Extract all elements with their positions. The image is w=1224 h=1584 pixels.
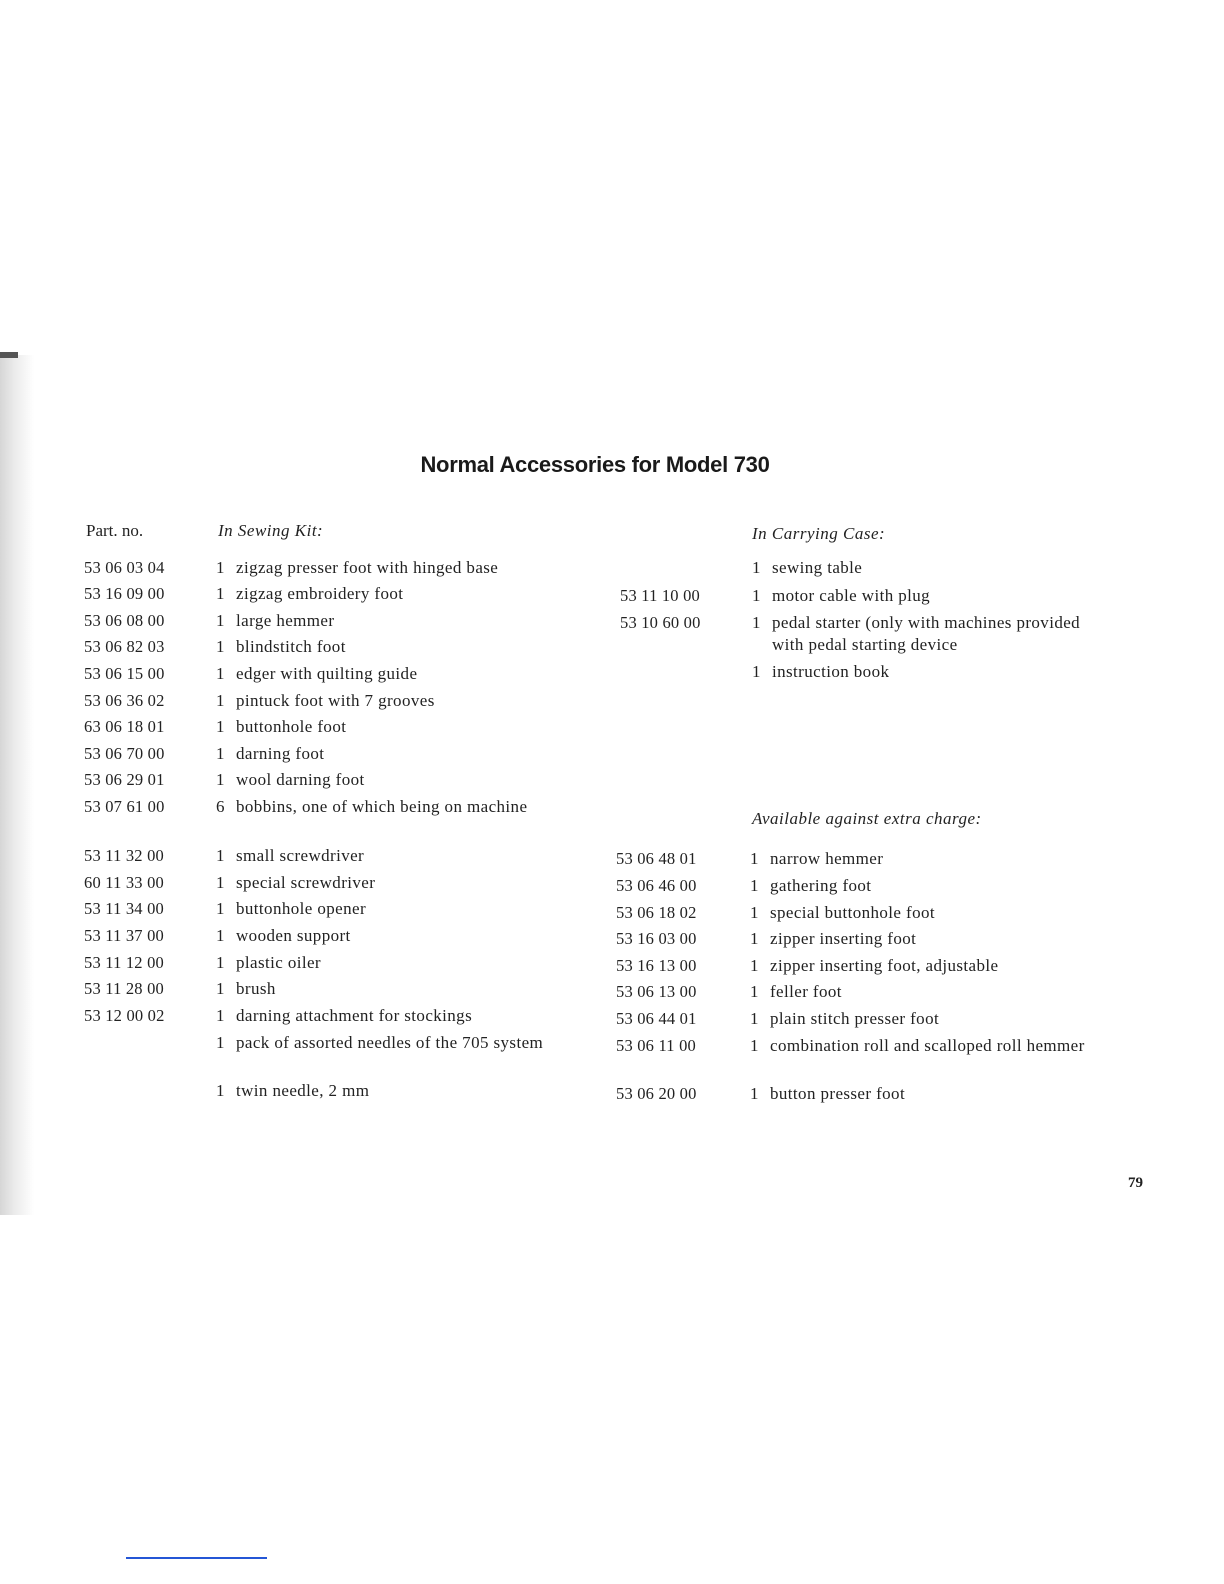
list-item — [216, 925, 586, 947]
list-item — [216, 1005, 586, 1027]
item-quantity: 1 — [216, 744, 225, 763]
part-number: 53 06 44 01 — [616, 1009, 697, 1028]
item-quantity: 1 — [216, 873, 225, 892]
list-item — [750, 902, 1100, 924]
list-item — [216, 636, 586, 658]
item-quantity: 6 — [216, 797, 225, 816]
part-number: 53 06 70 00 — [84, 744, 165, 763]
item-quantity: 1 — [750, 982, 759, 1001]
list-item — [750, 981, 1100, 1003]
list-item — [750, 1083, 1100, 1105]
item-quantity: 1 — [216, 953, 225, 972]
list-item — [216, 743, 586, 765]
item-description: wooden support — [236, 926, 351, 945]
item-quantity: 1 — [750, 1084, 759, 1103]
part-number: 53 16 09 00 — [84, 584, 165, 603]
item-quantity: 1 — [750, 1036, 759, 1055]
item-description: large hemmer — [236, 611, 335, 630]
item-description: pack of assorted needles of the 705 system — [236, 1033, 544, 1052]
item-quantity: 1 — [216, 1081, 225, 1100]
item-quantity: 1 — [750, 849, 759, 868]
list-item — [216, 1080, 586, 1102]
item-quantity: 1 — [752, 662, 761, 681]
part-number: 53 10 60 00 — [620, 613, 701, 632]
scan-edge-mark — [0, 352, 18, 358]
part-number: 53 11 10 00 — [620, 586, 700, 605]
list-item — [750, 848, 1100, 870]
list-item — [216, 898, 586, 920]
part-number: 53 11 28 00 — [84, 979, 164, 998]
part-number: 53 06 29 01 — [84, 770, 165, 789]
part-number: 53 16 03 00 — [616, 929, 697, 948]
item-description: plastic oiler — [236, 953, 321, 972]
item-description: instruction book — [772, 662, 890, 681]
item-quantity: 1 — [216, 926, 225, 945]
part-number: 53 11 32 00 — [84, 846, 164, 865]
part-number: 53 16 13 00 — [616, 956, 697, 975]
footer-underline — [126, 1557, 267, 1559]
item-description: button presser foot — [770, 1084, 906, 1103]
list-item — [750, 928, 1100, 950]
part-number: 53 12 00 02 — [84, 1006, 165, 1025]
carrying-case-heading: In Carrying Case: — [752, 524, 886, 543]
item-description: sewing table — [772, 558, 863, 577]
item-quantity: 1 — [216, 770, 225, 789]
item-description: zipper inserting foot, adjustable — [770, 956, 999, 975]
item-description: zigzag embroidery foot — [236, 584, 404, 603]
item-description: bobbins, one of which being on machine — [236, 797, 528, 816]
list-item — [752, 557, 1102, 579]
item-quantity: 1 — [750, 1009, 759, 1028]
item-quantity: 1 — [216, 584, 225, 603]
page-number: 79 — [1128, 1175, 1143, 1191]
item-quantity: 1 — [752, 613, 761, 632]
item-quantity: 1 — [752, 586, 761, 605]
list-item — [216, 952, 586, 974]
part-number: 53 06 20 00 — [616, 1084, 697, 1103]
page-title: Normal Accessories for Model 730 — [420, 452, 770, 477]
part-number: 53 06 82 03 — [84, 637, 165, 656]
item-quantity: 1 — [216, 664, 225, 683]
item-description: darning foot — [236, 744, 325, 763]
item-quantity: 1 — [750, 903, 759, 922]
item-description: buttonhole opener — [236, 899, 367, 918]
list-item — [752, 661, 1102, 683]
list-item — [216, 978, 586, 1000]
list-item — [216, 872, 586, 894]
part-no-header: Part. no. — [86, 521, 144, 540]
list-item — [216, 610, 586, 632]
item-quantity: 1 — [216, 691, 225, 710]
part-number: 63 06 18 01 — [84, 717, 165, 736]
item-description: zigzag presser foot with hinged base — [236, 558, 499, 577]
list-item — [750, 955, 1100, 977]
item-description: blindstitch foot — [236, 637, 346, 656]
item-description: zipper inserting foot — [770, 929, 917, 948]
item-description: twin needle, 2 mm — [236, 1081, 370, 1100]
list-item — [216, 1032, 586, 1054]
part-number: 53 06 03 04 — [84, 558, 165, 577]
item-description: plain stitch presser foot — [770, 1009, 940, 1028]
item-quantity: 1 — [216, 637, 225, 656]
list-item — [216, 583, 586, 605]
part-number: 53 06 18 02 — [616, 903, 697, 922]
item-description: combination roll and scalloped roll hemmer — [770, 1036, 1085, 1055]
part-number: 53 11 37 00 — [84, 926, 164, 945]
scan-shadow-edge — [0, 355, 34, 1215]
list-item — [216, 845, 586, 867]
part-number: 53 07 61 00 — [84, 797, 165, 816]
list-item — [750, 875, 1100, 897]
item-quantity: 1 — [216, 717, 225, 736]
list-item — [752, 585, 1102, 607]
part-number: 53 06 08 00 — [84, 611, 165, 630]
extra-charge-heading: Available against extra charge: — [752, 809, 982, 828]
list-item — [750, 1035, 1100, 1057]
item-quantity: 1 — [216, 979, 225, 998]
part-number: 53 11 34 00 — [84, 899, 164, 918]
item-quantity: 1 — [216, 558, 225, 577]
part-number: 53 11 12 00 — [84, 953, 164, 972]
part-number: 53 06 13 00 — [616, 982, 697, 1001]
item-quantity: 1 — [216, 1033, 225, 1052]
item-description: special buttonhole foot — [770, 903, 935, 922]
item-description: darning attachment for stockings — [236, 1006, 473, 1025]
part-number: 53 06 36 02 — [84, 691, 165, 710]
part-number: 53 06 15 00 — [84, 664, 165, 683]
item-quantity: 1 — [216, 1006, 225, 1025]
list-item — [216, 557, 586, 579]
item-description: pintuck foot with 7 grooves — [236, 691, 435, 710]
item-quantity: 1 — [216, 611, 225, 630]
list-item — [752, 612, 1102, 655]
item-description: narrow hemmer — [770, 849, 884, 868]
list-item — [216, 796, 586, 818]
part-number: 53 06 46 00 — [616, 876, 697, 895]
part-number: 53 06 48 01 — [616, 849, 697, 868]
item-quantity: 1 — [750, 876, 759, 895]
item-quantity: 1 — [216, 846, 225, 865]
list-item — [216, 716, 586, 738]
item-description: wool darning foot — [236, 770, 365, 789]
part-number: 53 06 11 00 — [616, 1036, 696, 1055]
item-quantity: 1 — [752, 558, 761, 577]
list-item — [216, 663, 586, 685]
item-description: buttonhole foot — [236, 717, 347, 736]
part-number: 60 11 33 00 — [84, 873, 164, 892]
list-item — [216, 769, 586, 791]
item-quantity: 1 — [750, 956, 759, 975]
item-description: special screwdriver — [236, 873, 376, 892]
item-description: small screwdriver — [236, 846, 365, 865]
item-description: brush — [236, 979, 276, 998]
item-description: pedal starter (only with machines provided with pedal starting device — [772, 613, 1081, 654]
item-description: feller foot — [770, 982, 842, 1001]
list-item — [216, 690, 586, 712]
item-quantity: 1 — [750, 929, 759, 948]
item-description: gathering foot — [770, 876, 872, 895]
item-quantity: 1 — [216, 899, 225, 918]
list-item — [750, 1008, 1100, 1030]
sewing-kit-heading: In Sewing Kit: — [218, 521, 324, 540]
item-description: edger with quilting guide — [236, 664, 418, 683]
item-description: motor cable with plug — [772, 586, 931, 605]
